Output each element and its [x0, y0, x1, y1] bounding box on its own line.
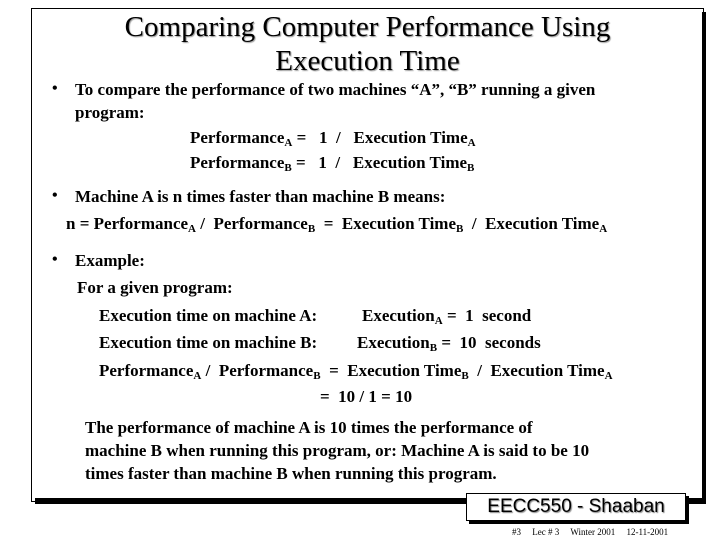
perf-p1: Performance: [99, 361, 194, 380]
bullet-1-marker: •: [52, 80, 58, 97]
bullet-3-marker: •: [52, 251, 58, 268]
eq2-left: Performance: [190, 153, 285, 172]
equation-n: [66, 214, 607, 234]
n-eq-p2: / Performance: [195, 214, 308, 233]
example-row-b-value: [357, 333, 541, 353]
perf-s1: A: [193, 370, 202, 382]
row-b-sub: B: [429, 342, 438, 354]
footer-date: 12-11-2001: [626, 527, 669, 537]
example-row-a-value: [362, 306, 531, 326]
equation-perf-a: [190, 128, 476, 148]
eq2-right-sub: B: [467, 162, 475, 174]
example-row-b-label: Execution time on machine B:: [99, 333, 318, 352]
n-eq-s1: A: [188, 223, 196, 235]
row-b-rest: = 10 seconds: [437, 333, 541, 352]
eq2-left-sub: B: [284, 162, 292, 174]
example-heading: Example:: [75, 251, 145, 270]
slide-footer: [466, 527, 716, 537]
example-subheading: For a given program:: [77, 278, 233, 297]
conclusion-line-1: The performance of machine A is 10 times the performance of: [85, 418, 533, 437]
bullet-2-text: Machine A is n times faster than machine B means:: [75, 187, 446, 206]
equation-perf-b: [190, 153, 474, 173]
n-eq-s4: A: [599, 223, 608, 235]
example-perf-equation: [99, 361, 613, 381]
n-eq-p4: / Execution Time: [463, 214, 600, 233]
footer-term: Winter 2001: [570, 527, 616, 537]
conclusion-line-2: machine B when running this program, or: Machine A is said to be 10: [85, 441, 590, 460]
perf-p2: / Performance: [201, 361, 314, 380]
row-a-val: Execution: [362, 306, 435, 325]
example-result: = 10 / 1 = 10: [320, 387, 413, 406]
title-line-2: Execution Time: [275, 45, 460, 77]
perf-s3: B: [461, 370, 469, 382]
perf-p4: / Execution Time: [468, 361, 605, 380]
footer-lecture: Lec # 3: [532, 527, 560, 537]
frame-shadow-right: [702, 12, 706, 504]
eq1-mid: = 1 / Execution Time: [292, 128, 468, 147]
n-eq-s3: B: [456, 223, 464, 235]
eq1-left: Performance: [190, 128, 285, 147]
perf-s4: A: [604, 370, 613, 382]
bullet-2-marker: •: [52, 187, 58, 204]
bullet-1-text-cont: program:: [75, 103, 145, 122]
n-eq-s2: B: [307, 223, 316, 235]
eq1-left-sub: A: [284, 137, 293, 149]
row-b-val: Execution: [357, 333, 430, 352]
slide-title: [31, 10, 704, 78]
title-line-1: Comparing Computer Performance Using: [124, 11, 611, 43]
bullet-1-text: To compare the performance of two machines “A”, “B” running a given: [75, 80, 596, 99]
row-a-rest: = 1 second: [442, 306, 532, 325]
n-eq-p1: n = Performance: [66, 214, 189, 233]
conclusion-line-3: times faster than machine B when running this program.: [85, 464, 497, 483]
perf-s2: B: [313, 370, 321, 382]
row-a-sub: A: [434, 315, 443, 327]
example-row-a-label: Execution time on machine A:: [99, 306, 318, 325]
eq2-mid: = 1 / Execution Time: [291, 153, 468, 172]
n-eq-p3: = Execution Time: [315, 214, 457, 233]
eq1-right-sub: A: [467, 137, 476, 149]
course-badge: EECC550 - Shaaban: [466, 493, 686, 521]
perf-p3: = Execution Time: [320, 361, 462, 380]
footer-slide-number: #3: [512, 527, 521, 537]
